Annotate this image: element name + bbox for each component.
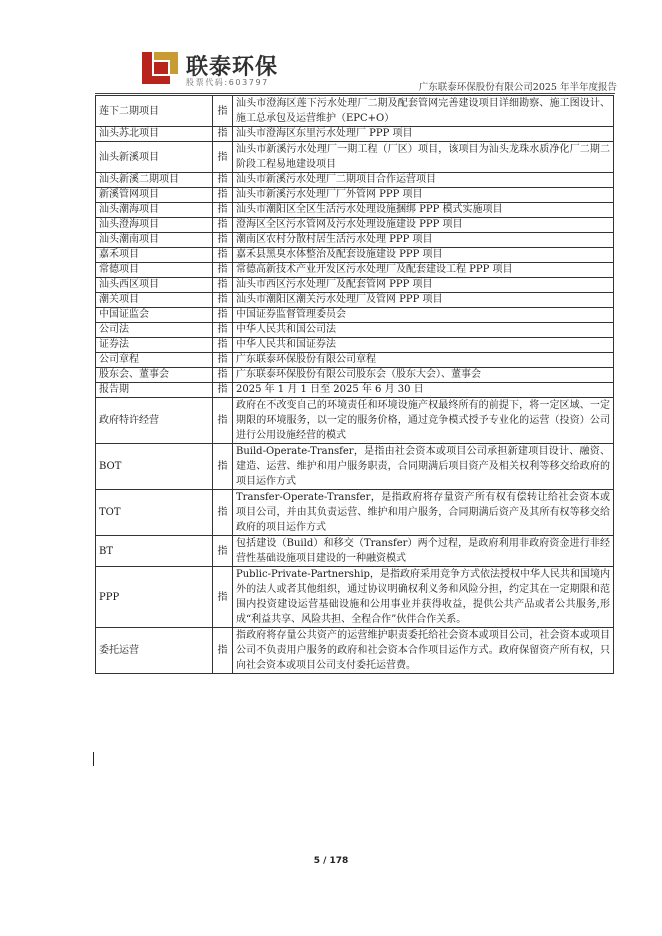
table-row: [96, 338, 614, 353]
table-row: [96, 96, 614, 127]
refer-cell: 指: [213, 127, 233, 142]
refer-cell: 指: [213, 278, 233, 293]
term-cell: 新溪管网项目: [96, 188, 213, 203]
term-cell: 汕头新溪项目: [96, 142, 213, 173]
table-row: [96, 218, 614, 233]
term-cell: 证券法: [96, 338, 213, 353]
definition-cell: 汕头市西区污水处理厂及配套管网 PPP 项目: [233, 278, 614, 293]
refer-cell: 指: [213, 96, 233, 127]
term-cell: 公司法: [96, 323, 213, 338]
table-row: [96, 490, 614, 536]
text-cursor: [93, 752, 94, 766]
term-cell: 常德项目: [96, 263, 213, 278]
term-cell: 报告期: [96, 383, 213, 398]
refer-cell: 指: [213, 203, 233, 218]
term-cell: BT: [96, 536, 213, 567]
definition-cell: Public-Private-Partnership，是指政府采用竞争方式依法授权中华人民共和国境内外的法人或者其他组织，通过协议明确权利义务和风险分担，约定其在一定期限和范围内投资建设运营基础设施和公用事业并获得收益，提供公共产品或者公共服务,形成“利益共享、风险共担、全程合作”伙伴合作关系。: [233, 567, 614, 628]
logo-stock-code: 股票代码:603797: [186, 78, 269, 87]
definition-cell: 指政府将存量公共资产的运营维护职责委托给社会资本或项目公司，社会资本或项目公司不负责用户服务的政府和社会资本合作项目运作方式。政府保留资产所有权，只向社会资本或项目公司支付委托运营费。: [233, 628, 614, 674]
table-row: [96, 233, 614, 248]
table-row: [96, 203, 614, 218]
definitions-table-body: [96, 96, 614, 674]
definition-cell: 汕头市澄海区东里污水处理厂 PPP 项目: [233, 127, 614, 142]
refer-cell: 指: [213, 398, 233, 444]
term-cell: 汕头澄海项目: [96, 218, 213, 233]
refer-cell: 指: [213, 444, 233, 490]
refer-cell: 指: [213, 263, 233, 278]
table-row: [96, 248, 614, 263]
definition-cell: 广东联泰环保股份有限公司股东会（股东大会）、董事会: [233, 368, 614, 383]
definition-cell: Build-Operate-Transfer，是指由社会资本或项目公司承担新建项目设计、融资、建造、运营、维护和用户服务职责，合同期满后项目资产及相关权利等移交给政府的项目运作方式: [233, 444, 614, 490]
table-row: [96, 188, 614, 203]
term-cell: TOT: [96, 490, 213, 536]
company-logo: [140, 50, 300, 90]
refer-cell: 指: [213, 567, 233, 628]
definition-cell: 2025 年 1 月 1 日至 2025 年 6 月 30 日: [233, 383, 614, 398]
term-cell: 政府特许经营: [96, 398, 213, 444]
term-cell: PPP: [96, 567, 213, 628]
table-row: [96, 398, 614, 444]
refer-cell: 指: [213, 536, 233, 567]
definition-cell: 汕头市新溪污水处理厂二期项目合作运营项目: [233, 173, 614, 188]
refer-cell: 指: [213, 368, 233, 383]
definition-cell: 中华人民共和国公司法: [233, 323, 614, 338]
definition-cell: 中华人民共和国证券法: [233, 338, 614, 353]
refer-cell: 指: [213, 308, 233, 323]
refer-cell: 指: [213, 218, 233, 233]
term-cell: 股东会、董事会: [96, 368, 213, 383]
term-cell: 潮关项目: [96, 293, 213, 308]
refer-cell: 指: [213, 490, 233, 536]
table-row: [96, 293, 614, 308]
term-cell: 公司章程: [96, 353, 213, 368]
refer-cell: 指: [213, 188, 233, 203]
logo-company-name: 联泰环保: [186, 55, 279, 80]
term-cell: BOT: [96, 444, 213, 490]
refer-cell: 指: [213, 233, 233, 248]
definition-cell: 澄海区全区污水管网及污水处理设施建设 PPP 项目: [233, 218, 614, 233]
definition-cell: Transfer-Operate-Transfer，是指政府将存量资产所有权有偿转让给社会资本或项目公司，并由其负责运营、维护和用户服务，合同期满后资产及其所有权等移交给政府的项目运作方式: [233, 490, 614, 536]
refer-cell: 指: [213, 383, 233, 398]
definition-cell: 广东联泰环保股份有限公司章程: [233, 353, 614, 368]
definition-cell: 汕头市潮阳区潮关污水处理厂及管网 PPP 项目: [233, 293, 614, 308]
table-row: [96, 142, 614, 173]
page-number: 5 / 178: [313, 856, 349, 866]
term-cell: 汕头潮南项目: [96, 233, 213, 248]
term-cell: 汕头潮海项目: [96, 203, 213, 218]
refer-cell: 指: [213, 248, 233, 263]
table-row: [96, 278, 614, 293]
definition-cell: 包括建设（Build）和移交（Transfer）两个过程，是政府利用非政府资金进行非经营性基础设施项目建设的一种融资模式: [233, 536, 614, 567]
definition-cell: 政府在不改变自己的环境责任和环境设施产权最终所有的前提下，将一定区域、一定期限的环境服务，以一定的服务价格，通过竞争模式授予专业化的运营（投资）公司进行公用设施经营的模式: [233, 398, 614, 444]
definition-cell: 潮南区农村分散村居生活污水处理 PPP 项目: [233, 233, 614, 248]
definition-cell: 汕头市澄海区莲下污水处理厂二期及配套管网完善建设项目详细勘察、施工图设计、施工总承包及运营维护（EPC+O）: [233, 96, 614, 127]
table-row: [96, 263, 614, 278]
report-title: 广东联泰环保股份有限公司2025 年半年度报告: [418, 82, 617, 93]
table-row: [96, 536, 614, 567]
table-row: [96, 383, 614, 398]
term-cell: 汕头西区项目: [96, 278, 213, 293]
refer-cell: 指: [213, 323, 233, 338]
definition-cell: 常德高新技术产业开发区污水处理厂及配套建设工程 PPP 项目: [233, 263, 614, 278]
header-divider: [95, 93, 615, 94]
table-row: [96, 308, 614, 323]
definitions-table: [95, 95, 614, 674]
term-cell: 汕头苏北项目: [96, 127, 213, 142]
definition-cell: 汕头市潮阳区全区生活污水处理设施捆绑 PPP 模式实施项目: [233, 203, 614, 218]
table-row: [96, 353, 614, 368]
term-cell: 莲下二期项目: [96, 96, 213, 127]
term-cell: 汕头新溪二期项目: [96, 173, 213, 188]
table-row: [96, 567, 614, 628]
definition-cell: 嘉禾县黑臭水体整治及配套设施建设 PPP 项目: [233, 248, 614, 263]
definition-cell: 中国证券监督管理委员会: [233, 308, 614, 323]
term-cell: 委托运营: [96, 628, 213, 674]
refer-cell: 指: [213, 293, 233, 308]
refer-cell: 指: [213, 353, 233, 368]
table-row: [96, 127, 614, 142]
table-row: [96, 628, 614, 674]
refer-cell: 指: [213, 142, 233, 173]
refer-cell: 指: [213, 628, 233, 674]
page-header: [0, 0, 662, 96]
table-row: [96, 323, 614, 338]
definition-cell: 汕头市新溪污水处理厂一期工程（厂区）项目，该项目为汕头龙珠水质净化厂二期二阶段工程易地建设项目: [233, 142, 614, 173]
table-row: [96, 444, 614, 490]
refer-cell: 指: [213, 338, 233, 353]
refer-cell: 指: [213, 173, 233, 188]
term-cell: 嘉禾项目: [96, 248, 213, 263]
definition-cell: 汕头市新溪污水处理厂厂外管网 PPP 项目: [233, 188, 614, 203]
term-cell: 中国证监会: [96, 308, 213, 323]
table-row: [96, 368, 614, 383]
table-row: [96, 173, 614, 188]
logo-mark-icon: [140, 50, 180, 86]
